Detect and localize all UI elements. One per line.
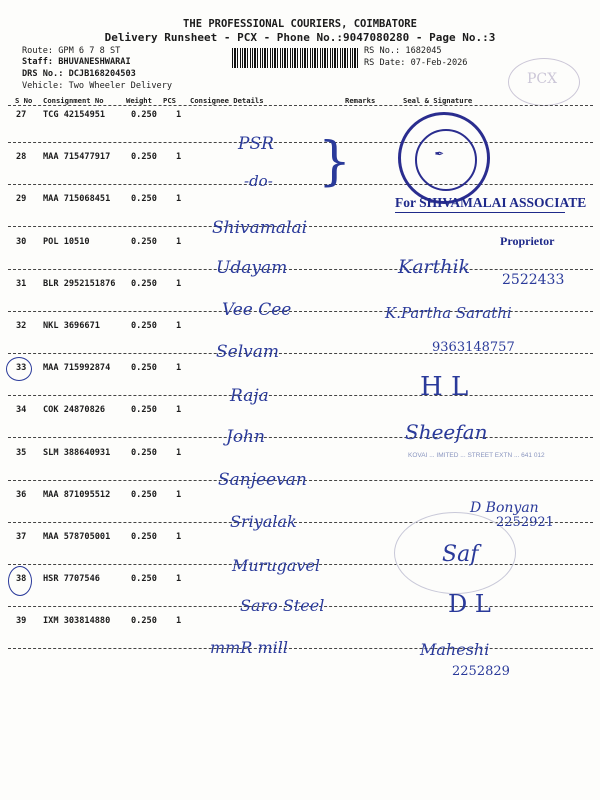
row-pcs: 1 bbox=[176, 321, 182, 331]
row-pcs: 1 bbox=[176, 616, 182, 627]
col-sno: S No bbox=[15, 96, 33, 105]
row-pcs: 1 bbox=[176, 574, 182, 585]
row-consignment-no: TCG 42154951 bbox=[43, 110, 106, 120]
row-pcs: 1 bbox=[176, 236, 182, 247]
row-divider bbox=[8, 184, 593, 185]
hw-number-2: 2252921 bbox=[496, 515, 554, 530]
hw-number-1: 2522433 bbox=[502, 272, 565, 288]
col-consignee: Consignee Details bbox=[190, 96, 264, 105]
rs-no: RS No.: 1682045 bbox=[364, 46, 442, 56]
row-sno: 28 bbox=[16, 152, 27, 163]
hw-phone: 9363148757 bbox=[432, 340, 515, 355]
row-sno: 29 bbox=[16, 194, 27, 205]
hw-ditto: -do- bbox=[244, 172, 273, 190]
seal-text: For SHIVAMALAI ASSOCIATE bbox=[395, 195, 587, 210]
faded-stamp: PCX bbox=[508, 58, 580, 106]
circle-mark-33 bbox=[6, 357, 32, 381]
title-line-2: Delivery Runsheet - PCX - Phone No.:9047080280 - Page No.:3 bbox=[104, 31, 496, 44]
row-pcs: 1 bbox=[176, 489, 182, 500]
row-weight: 0.250 bbox=[131, 363, 157, 374]
seal-underline bbox=[395, 212, 565, 213]
row-consignment-no: NKL 3696671 bbox=[43, 321, 100, 331]
row-weight: 0.250 bbox=[131, 321, 157, 331]
hw-murugavel: Murugavel bbox=[232, 556, 321, 575]
row-divider bbox=[8, 105, 593, 106]
route: Route: GPM 6 7 8 ST bbox=[22, 46, 121, 56]
proprietor-text: Proprietor bbox=[500, 234, 555, 248]
row-weight: 0.250 bbox=[131, 110, 157, 120]
row-divider bbox=[8, 437, 593, 438]
hw-saro: Saro Steel bbox=[240, 596, 325, 615]
row-sno: 34 bbox=[16, 405, 27, 416]
row-consignment-no: MAA 715068451 bbox=[43, 194, 111, 205]
hw-sanjeevan: Sanjeevan bbox=[218, 470, 307, 490]
row-consignment-no: MAA 715992874 bbox=[43, 363, 111, 374]
row-sno: 27 bbox=[16, 110, 27, 120]
row-weight: 0.250 bbox=[131, 447, 157, 458]
row-consignment-no: BLR 2952151876 bbox=[43, 278, 116, 289]
row-pcs: 1 bbox=[176, 152, 182, 163]
row-weight: 0.250 bbox=[131, 236, 157, 247]
hw-dbn: D Bonyan bbox=[470, 500, 539, 516]
vehicle: Vehicle: Two Wheeler Delivery bbox=[22, 81, 173, 91]
col-remarks: Remarks bbox=[345, 96, 376, 105]
row-weight: 0.250 bbox=[131, 489, 157, 500]
col-weight: Weight bbox=[126, 96, 152, 105]
row-sno: 33 bbox=[16, 363, 27, 374]
hw-veecee: Vee Cee bbox=[222, 300, 292, 320]
hw-brace: } bbox=[318, 132, 352, 192]
row-consignment-no: COK 24870826 bbox=[43, 405, 106, 416]
hw-dl: D L bbox=[448, 590, 491, 618]
row-weight: 0.250 bbox=[131, 574, 157, 585]
row-pcs: 1 bbox=[176, 532, 182, 542]
row-divider bbox=[8, 269, 593, 270]
row-sno: 35 bbox=[16, 447, 27, 458]
col-seal: Seal & Signature bbox=[403, 96, 473, 105]
row-consignment-no: MAA 715477917 bbox=[43, 152, 111, 163]
hw-shivamalai: Shivamalai bbox=[212, 218, 308, 238]
hw-sheefan: Sheefan bbox=[405, 420, 488, 444]
row-weight: 0.250 bbox=[131, 278, 157, 289]
row-divider bbox=[8, 648, 593, 649]
row-sno: 36 bbox=[16, 489, 27, 500]
barcode bbox=[232, 48, 360, 68]
row-sno: 37 bbox=[16, 532, 27, 542]
hw-sig-38: Saf bbox=[442, 542, 479, 567]
hw-mmr: mmR mill bbox=[210, 638, 288, 657]
company-stamp: KOVAI ... IMITED ... STREET EXTN ... 641 012 bbox=[408, 452, 545, 459]
row-pcs: 1 bbox=[176, 110, 182, 120]
row-divider bbox=[8, 142, 593, 143]
row-consignment-no: SLM 388640931 bbox=[43, 447, 111, 458]
row-consignment-no: POL 10510 bbox=[43, 236, 90, 247]
hw-john: John bbox=[226, 427, 265, 447]
row-divider bbox=[8, 395, 593, 396]
title-line-1: THE PROFESSIONAL COURIERS, COIMBATORE bbox=[183, 18, 417, 30]
row-consignment-no: MAA 578705001 bbox=[43, 532, 111, 542]
row-consignment-no: IXM 303814880 bbox=[43, 616, 111, 627]
hw-karthik: Karthik bbox=[398, 256, 471, 278]
row-weight: 0.250 bbox=[131, 194, 157, 205]
col-consignment: Consignment No bbox=[43, 96, 104, 105]
row-consignment-no: MAA 871095512 bbox=[43, 489, 111, 500]
hw-number-3: 2252829 bbox=[452, 664, 510, 679]
row-weight: 0.250 bbox=[131, 152, 157, 163]
row-pcs: 1 bbox=[176, 194, 182, 205]
hw-selvam: Selvam bbox=[216, 342, 280, 362]
row-pcs: 1 bbox=[176, 278, 182, 289]
hw-parthasarathi: K.Partha Sarathi bbox=[385, 304, 512, 322]
row-weight: 0.250 bbox=[131, 616, 157, 627]
hw-udayam: Udayam bbox=[216, 258, 288, 278]
row-pcs: 1 bbox=[176, 405, 182, 416]
row-sno: 30 bbox=[16, 236, 27, 247]
row-consignment-no: HSR 7707546 bbox=[43, 574, 100, 585]
row-pcs: 1 bbox=[176, 447, 182, 458]
row-sno: 38 bbox=[16, 574, 27, 585]
hw-psr: PSR bbox=[238, 134, 274, 154]
row-sno: 31 bbox=[16, 278, 27, 289]
row-sno: 39 bbox=[16, 616, 27, 627]
row-weight: 0.250 bbox=[131, 532, 157, 542]
hw-raja: Raja bbox=[230, 386, 269, 406]
drs-no: DRS No.: DCJB168204503 bbox=[22, 69, 136, 79]
staff: Staff: BHUVANESHWARAI bbox=[22, 57, 131, 67]
round-seal-stamp: ✒ bbox=[398, 112, 490, 204]
hw-sriyalak: Sriyalak bbox=[230, 512, 297, 531]
row-sno: 32 bbox=[16, 321, 27, 331]
rs-date: RS Date: 07-Feb-2026 bbox=[364, 58, 468, 68]
circle-mark-38 bbox=[8, 566, 32, 596]
hw-maheshi: Maheshi bbox=[420, 640, 490, 659]
row-weight: 0.250 bbox=[131, 405, 157, 416]
hw-hl-1: H L bbox=[420, 372, 469, 402]
col-pcs: PCS bbox=[163, 96, 176, 105]
row-pcs: 1 bbox=[176, 363, 182, 374]
